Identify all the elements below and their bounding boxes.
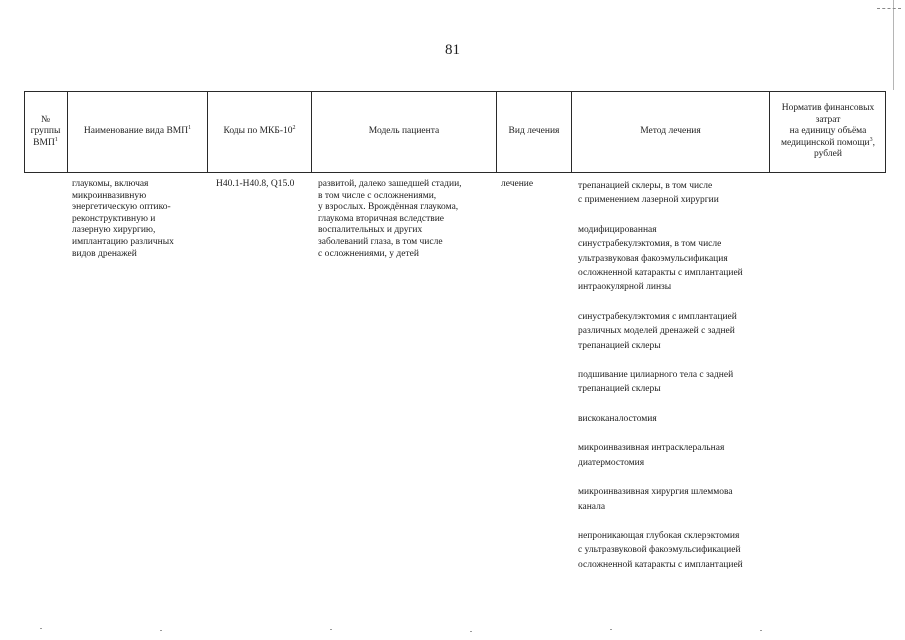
header-icd-codes [208, 91, 312, 173]
header-financial-norm [770, 91, 886, 173]
header-financial-norm-line [770, 138, 886, 161]
scan-speck [760, 630, 762, 631]
header-group-number-line: группы [30, 126, 61, 137]
scan-speck [470, 631, 472, 632]
scan-speck [160, 630, 162, 631]
method-item: подшивание цилиарного тела с задней трепанацией склеры [578, 370, 734, 395]
page-number: 81 [445, 42, 460, 58]
footnote-marker: 1 [188, 125, 192, 132]
header-financial-norm-line: Норматив финансовых [781, 103, 875, 114]
header-group-number [24, 91, 68, 173]
header-financial-norm-text: медицинской помощи [780, 137, 870, 148]
footnote-marker: 2 [292, 125, 296, 132]
header-icd-codes-text: Коды по МКБ-10 [223, 126, 293, 137]
header-patient-model [312, 91, 497, 173]
footnote-marker: 3 [869, 136, 873, 143]
header-group-number-text: ВМП [33, 137, 55, 148]
header-financial-norm-line: на единицу объёма [789, 126, 867, 137]
cell-patient-model: развитой, далеко зашедшей стадии, в том числе с осложнениями, у взрослых. Врождённая глаукома, глаукома вторичная вследствие воспалительных и других заболеваний глаза, в том числе с осложнениями, у детей [318, 179, 462, 259]
cell-treatment-type: лечение [501, 179, 534, 189]
method-item: микроинвазивная хирургия шлеммова канала [578, 487, 733, 512]
method-item: микроинвазивная интрасклеральная диатермостомия [578, 443, 725, 468]
method-item: модифицированная синустрабекулэктомия, в том числе ультразвуковая факоэмульсификация осложненной катаракты с имплантацией интраокулярной линзы [578, 224, 743, 293]
header-treatment-method [572, 91, 770, 173]
cell-treatment-methods [578, 179, 778, 587]
header-treatment-type [497, 91, 572, 173]
method-item: синустрабекулэктомия с имплантацией различных моделей дренажей с задней трепанацией склеры [578, 311, 737, 351]
cell-icd-codes: H40.1-H40.8, Q15.0 [216, 179, 295, 189]
header-vmp-name [68, 91, 208, 173]
header-vmp-name-text: Наименование вида ВМП [83, 126, 189, 137]
method-item: вискоканалостомия [578, 413, 657, 424]
header-group-number-line: № [40, 114, 51, 125]
scan-speck [610, 629, 612, 630]
header-group-number-line [31, 138, 61, 150]
header-financial-norm-line: затрат [815, 114, 841, 125]
scan-speck [40, 628, 42, 629]
method-item: трепанацией склеры, в том числе с применением лазерной хирургии [578, 181, 719, 206]
header-treatment-method-text: Метод лечения [640, 126, 701, 137]
method-item: непроникающая глубокая склерэктомия с ультразвуковой факоэмульсификацией осложненной катаракты с имплантацией [578, 530, 743, 570]
scan-speck [330, 629, 332, 630]
header-patient-model-text: Модель пациента [368, 126, 440, 137]
cell-vmp-name: глаукомы, включая микроинвазивную энергетическую оптико- реконструктивную и лазерную хирургию, имплантацию различных видов дренажей [72, 179, 174, 259]
header-treatment-type-text: Вид лечения [508, 126, 560, 137]
footnote-marker: 1 [54, 136, 58, 143]
header-financial-norm-text: , рублей [814, 137, 876, 160]
scan-corner-mark [877, 8, 901, 21]
